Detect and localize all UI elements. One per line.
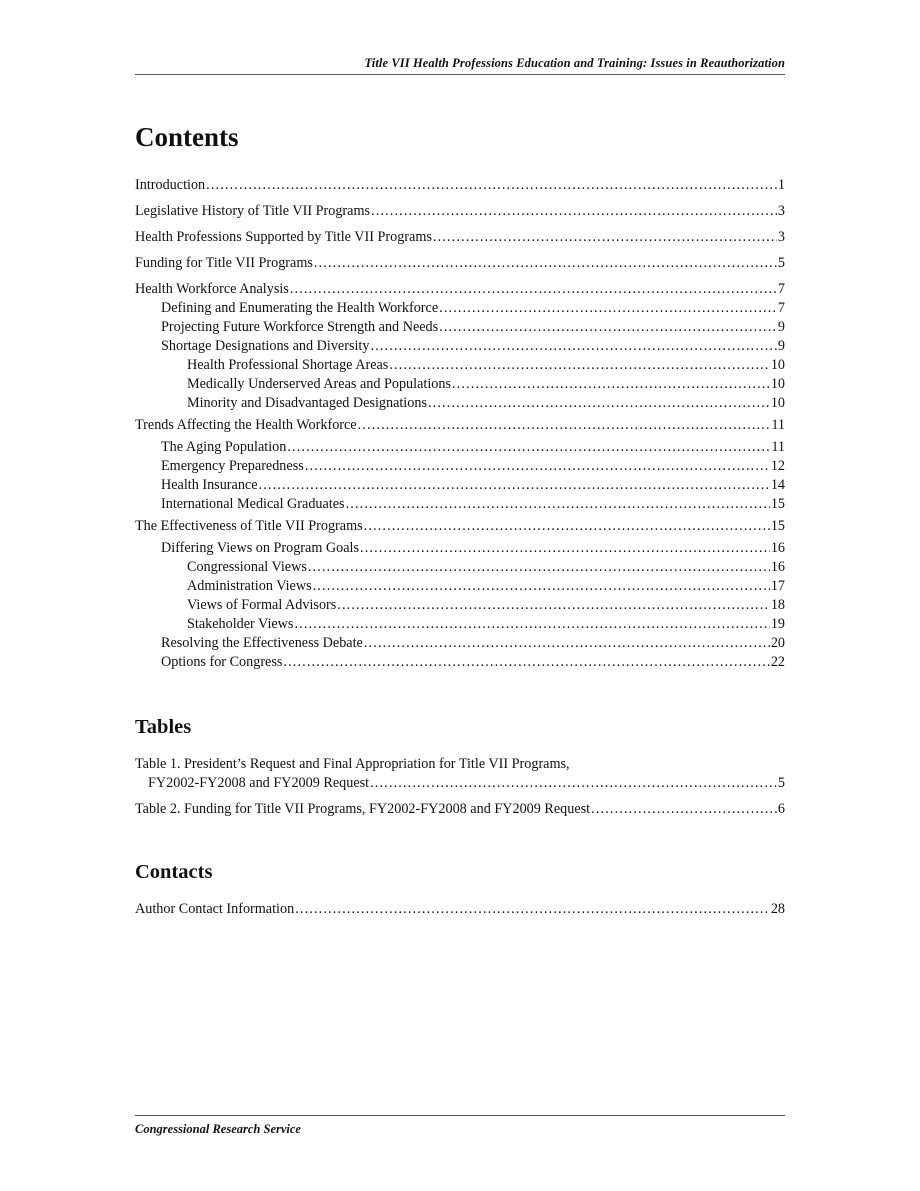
toc-entry-page: 20 [770, 635, 785, 651]
toc-entry-page: 12 [770, 458, 785, 474]
dot-leader [346, 495, 770, 514]
toc-entry-label: Trends Affecting the Health Workforce [135, 417, 357, 433]
toc-entry[interactable] [135, 634, 785, 653]
toc-entry-label: Projecting Future Workforce Strength and Needs [161, 319, 439, 335]
dot-leader [428, 394, 770, 413]
toc-entry-label: The Effectiveness of Title VII Programs [135, 518, 363, 534]
toc-entry-page: 10 [770, 376, 785, 392]
toc-entry[interactable] [135, 337, 785, 356]
toc-entry-label: Health Workforce Analysis [135, 281, 289, 297]
toc-entry[interactable] [135, 438, 785, 457]
toc-entry[interactable] [135, 457, 785, 476]
tables-heading: Tables [135, 716, 192, 738]
toc-entry[interactable] [135, 254, 785, 273]
dot-leader [389, 356, 769, 375]
toc-entry-page: 1 [777, 177, 785, 193]
toc-entry-label: Resolving the Effectiveness Debate [161, 635, 363, 651]
toc-entry-label: Table 1. President’s Request and Final Appropriation for Title VII Programs, [135, 756, 570, 772]
dot-leader [283, 653, 769, 672]
toc-entry-page: 9 [777, 338, 785, 354]
dot-leader [364, 517, 770, 536]
toc-entry-label: Author Contact Information [135, 901, 295, 917]
contacts-list [135, 900, 785, 919]
dot-leader [295, 900, 770, 919]
toc-entry[interactable] [135, 228, 785, 247]
toc-entry-page: 17 [770, 578, 785, 594]
toc-entry-label: Introduction [135, 177, 206, 193]
dot-leader [206, 176, 777, 195]
toc-entry-page: 15 [770, 518, 785, 534]
toc-entry[interactable] [135, 176, 785, 195]
toc-entry-page: 10 [770, 357, 785, 373]
toc-entry[interactable] [135, 299, 785, 318]
dot-leader [371, 202, 777, 221]
toc-entry-page: 11 [771, 417, 785, 433]
dot-leader [337, 596, 770, 615]
toc-entry-label: International Medical Graduates [161, 496, 345, 512]
dot-leader [360, 539, 770, 558]
toc-entry[interactable] [135, 375, 785, 394]
toc-entry[interactable] [135, 755, 785, 793]
toc-entry-label: Differing Views on Program Goals [161, 540, 360, 556]
dot-leader [439, 318, 777, 337]
tables-list [135, 755, 785, 819]
toc-entry-label: Emergency Preparedness [161, 458, 304, 474]
toc-entry[interactable] [135, 416, 785, 435]
toc-entry[interactable] [135, 539, 785, 558]
contents-list [135, 176, 785, 672]
toc-entry[interactable] [135, 900, 785, 919]
toc-entry-label: FY2002-FY2008 and FY2009 Request [148, 775, 370, 791]
toc-entry-page: 16 [770, 540, 785, 556]
toc-entry[interactable] [135, 558, 785, 577]
dot-leader [370, 337, 776, 356]
toc-entry-label: Congressional Views [187, 559, 307, 575]
toc-entry-label: Legislative History of Title VII Programs [135, 203, 371, 219]
toc-entry-label: Table 2. Funding for Title VII Programs, FY2002-FY2008 and FY2009 Request [135, 801, 591, 817]
toc-entry-page: 9 [777, 319, 785, 335]
toc-entry-label: Health Professions Supported by Title VII Programs [135, 229, 432, 245]
contents-heading: Contents [135, 122, 239, 152]
toc-entry[interactable] [135, 356, 785, 375]
dot-leader [287, 438, 770, 457]
toc-entry-label: The Aging Population [161, 439, 287, 455]
toc-entry-label: Stakeholder Views [187, 616, 294, 632]
running-header: Title VII Health Professions Education and Training: Issues in Reauthorization [135, 56, 785, 75]
toc-entry[interactable] [135, 495, 785, 514]
dot-leader [313, 577, 770, 596]
toc-entry[interactable] [135, 517, 785, 536]
toc-entry-page: 22 [770, 654, 785, 670]
toc-entry-page: 11 [771, 439, 785, 455]
toc-entry-page: 6 [777, 801, 785, 817]
toc-entry[interactable] [135, 318, 785, 337]
dot-leader [294, 615, 769, 634]
toc-entry-page: 28 [770, 901, 785, 917]
toc-entry-label: Views of Formal Advisors [187, 597, 337, 613]
dot-leader [439, 299, 777, 318]
dot-leader [433, 228, 777, 247]
toc-entry-page: 14 [770, 477, 785, 493]
toc-entry-page: 18 [770, 597, 785, 613]
contacts-heading: Contacts [135, 861, 213, 883]
dot-leader [452, 375, 770, 394]
toc-entry-page: 5 [777, 775, 785, 791]
toc-entry[interactable] [135, 280, 785, 299]
toc-entry-page: 16 [770, 559, 785, 575]
toc-entry-label: Administration Views [187, 578, 312, 594]
toc-entry-label: Options for Congress [161, 654, 283, 670]
toc-entry[interactable] [135, 653, 785, 672]
toc-entry-label: Shortage Designations and Diversity [161, 338, 370, 354]
toc-entry-continuation [135, 774, 785, 793]
dot-leader [314, 254, 777, 273]
running-footer: Congressional Research Service [135, 1115, 785, 1137]
toc-entry[interactable] [135, 476, 785, 495]
dot-leader [370, 774, 777, 793]
toc-entry-label: Medically Underserved Areas and Populations [187, 376, 451, 392]
toc-entry-page: 7 [777, 300, 785, 316]
toc-entry-page: 15 [770, 496, 785, 512]
toc-entry-label: Funding for Title VII Programs [135, 255, 313, 271]
dot-leader [308, 558, 770, 577]
toc-entry-label: Health Professional Shortage Areas [187, 357, 389, 373]
toc-entry-label: Minority and Disadvantaged Designations [187, 395, 427, 411]
toc-entry-page: 19 [770, 616, 785, 632]
dot-leader [259, 476, 770, 495]
toc-entry[interactable] [135, 577, 785, 596]
toc-entry[interactable] [135, 394, 785, 413]
toc-entry-page: 10 [770, 395, 785, 411]
toc-entry[interactable] [135, 800, 785, 819]
toc-entry[interactable] [135, 596, 785, 615]
toc-entry-page: 3 [777, 203, 785, 219]
dot-leader [290, 280, 777, 299]
dot-leader [305, 457, 770, 476]
toc-entry[interactable] [135, 615, 785, 634]
dot-leader [364, 634, 770, 653]
toc-entry-page: 7 [777, 281, 785, 297]
toc-entry-label: Health Insurance [161, 477, 258, 493]
toc-entry-page: 3 [777, 229, 785, 245]
toc-entry-label: Defining and Enumerating the Health Workforce [161, 300, 439, 316]
dot-leader [358, 416, 771, 435]
toc-entry[interactable] [135, 202, 785, 221]
dot-leader [591, 800, 777, 819]
toc-entry-page: 5 [777, 255, 785, 271]
